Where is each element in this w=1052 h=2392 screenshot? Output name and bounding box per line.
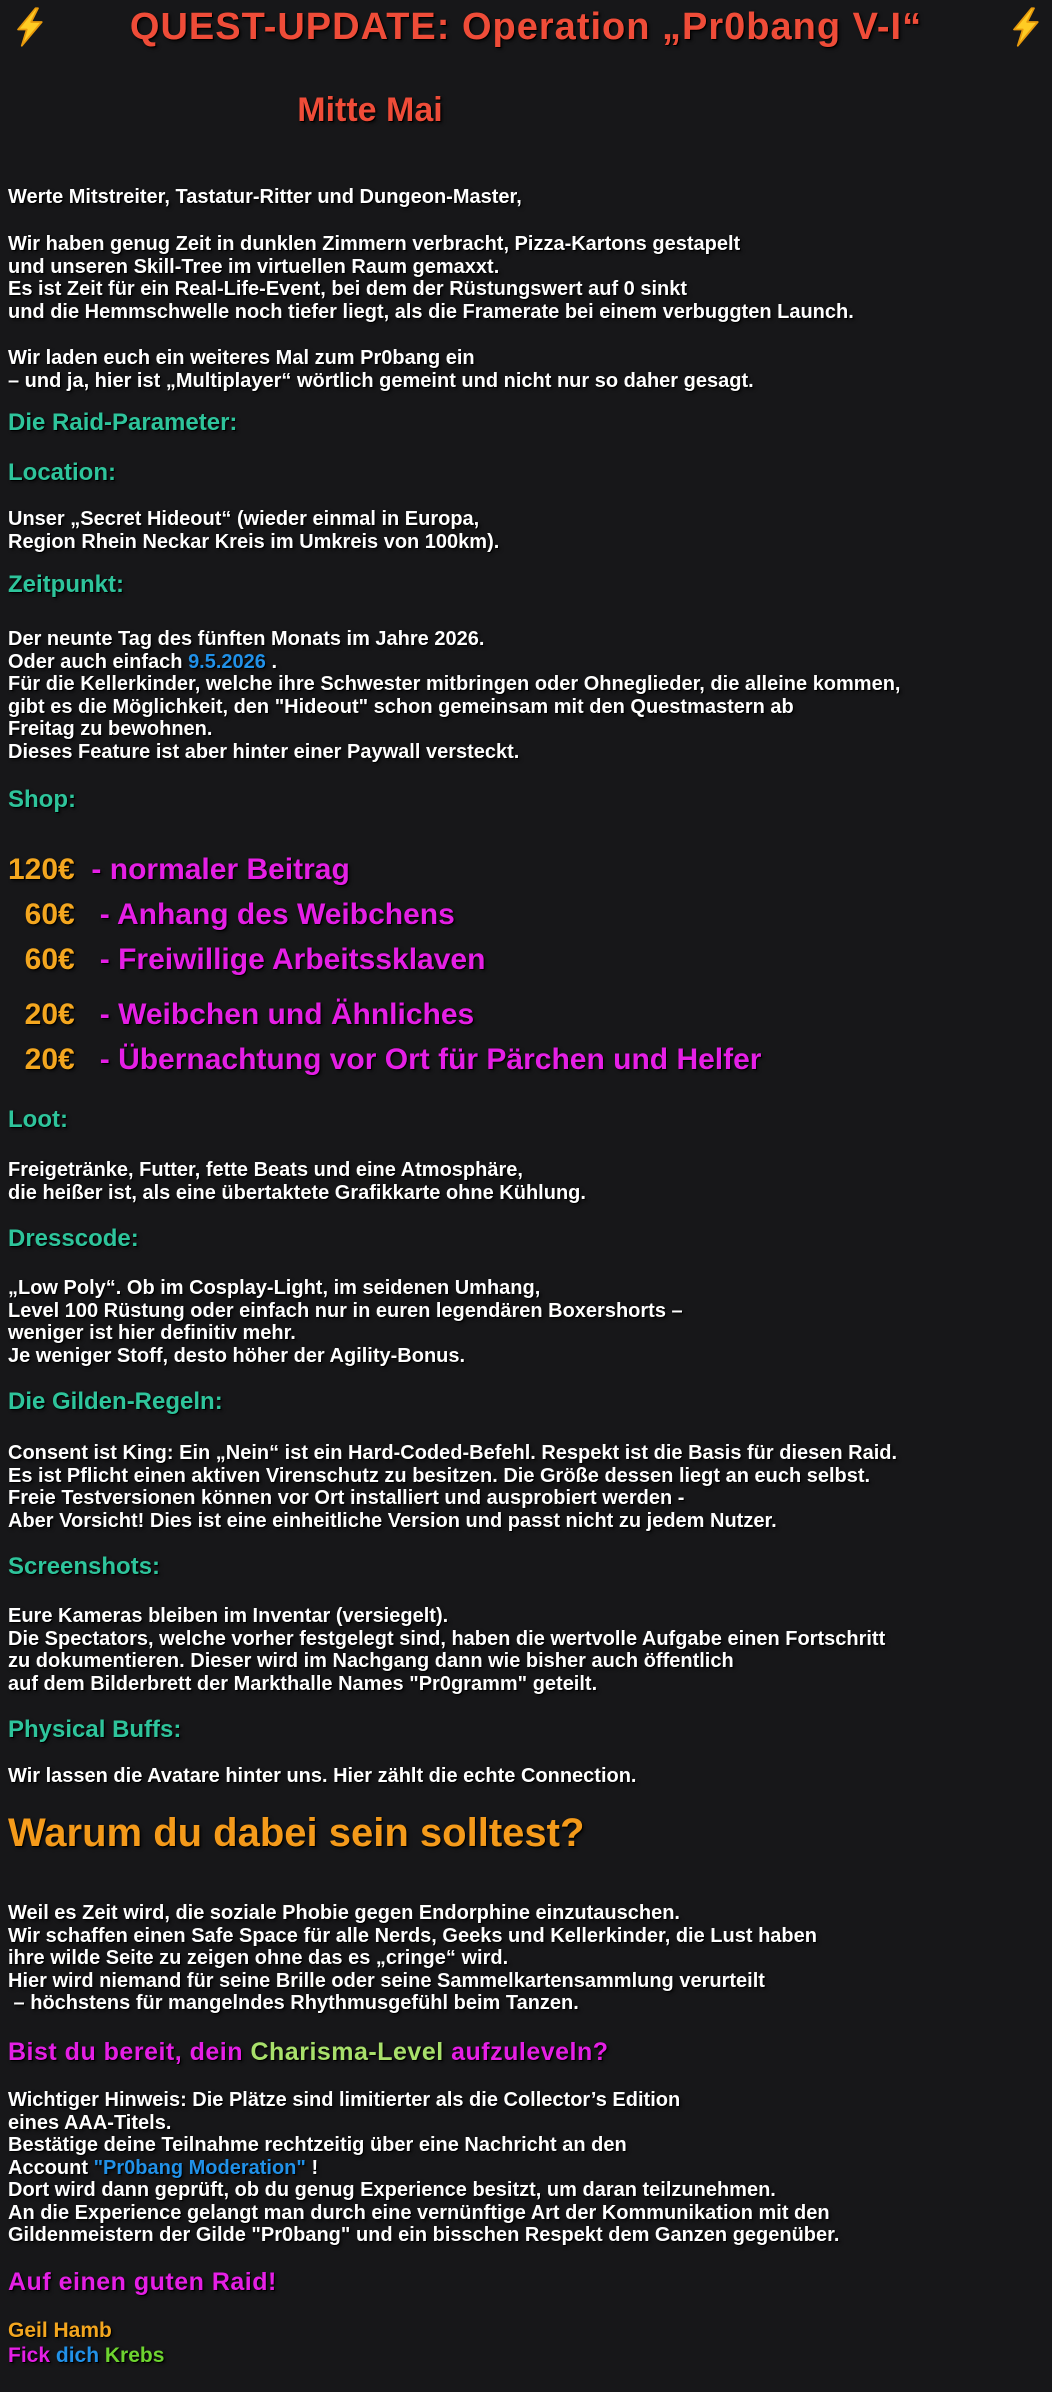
text-segment: Die Gilden-Regeln: — [8, 1388, 223, 1415]
text-line — [8, 1345, 1052, 1368]
charisma-question — [8, 2038, 1052, 2066]
text-line — [8, 1673, 1052, 1696]
text-segment: – und ja, hier ist „Multiplayer“ wörtlich gemeint und nicht nur so daher gesagt. — [8, 369, 754, 392]
section-heading-physical-buffs — [8, 1716, 1052, 1743]
text-segment: Wir schaffen einen Safe Space für alle Nerds, Geeks und Kellerkinder, die Lust haben — [8, 1924, 817, 1947]
text-segment: zu dokumentieren. Dieser wird im Nachgang dann wie bisher auch öffentlich — [8, 1650, 734, 1672]
text-line — [8, 628, 1052, 651]
text-segment: Die Raid-Parameter: — [8, 409, 238, 436]
text-segment: Fick — [8, 2344, 51, 2367]
section-heading-raid-parameter — [8, 409, 1052, 436]
why-join-heading — [8, 1810, 1052, 1856]
shop-item-weibchen — [8, 998, 1052, 1032]
text-segment: Der neunte Tag des fünften Monats im Jahre 2026. — [8, 628, 485, 650]
shop-price: 20€ — [8, 998, 75, 1031]
text-line — [8, 508, 1052, 531]
text-segment: Dort wird dann geprüft, ob du genug Experience besitzt, um daran teilzunehmen. — [8, 2179, 776, 2201]
moderation-account-link[interactable]: "Pr0bang Moderation" — [93, 2156, 306, 2179]
text-line — [8, 301, 1052, 324]
location-paragraph — [8, 508, 1052, 553]
text-line — [8, 786, 1052, 813]
text-segment: Auf einen guten Raid! — [8, 2268, 277, 2296]
text-segment: Account — [8, 2156, 94, 2179]
greeting-line — [8, 186, 1052, 209]
text-segment: Location: — [8, 459, 116, 486]
text-line — [8, 2202, 1052, 2225]
text-segment: Loot: — [8, 1106, 68, 1133]
text-line — [8, 278, 1052, 301]
text-line — [8, 409, 1052, 436]
text-segment: Werte Mitstreiter, Tastatur-Ritter und Dungeon-Master, — [8, 186, 522, 208]
text-segment: und die Hemmschwelle noch tiefer liegt, als die Framerate bei einem verbuggten Launch. — [8, 300, 854, 323]
text-segment: gibt es die Möglichkeit, den "Hideout" schon gemeinsam mit den Questmastern ab — [8, 695, 794, 718]
signature — [8, 2318, 1052, 2368]
text-line — [8, 1716, 1052, 1743]
text-line — [8, 1970, 1052, 1993]
text-segment: Bist du bereit, dein — [8, 2038, 251, 2066]
text-line — [8, 1765, 1052, 1788]
loot-paragraph — [8, 1159, 1052, 1204]
text-segment: ! — [305, 2156, 319, 2179]
text-segment: Je weniger Stoff, desto höher der Agility-Bonus. — [8, 1344, 466, 1367]
text-segment: „Low Poly“. Ob im Cosplay-Light, im seidenen Umhang, — [8, 1277, 541, 1299]
text-line — [8, 1277, 1052, 1300]
signature-name: Geil Hamb — [8, 2319, 112, 2342]
charisma-level-highlight: Charisma-Level — [250, 2038, 444, 2066]
text-line — [8, 741, 1052, 764]
invite-paragraph — [8, 347, 1052, 392]
text-line — [8, 1225, 1052, 1252]
text-segment: und unseren Skill-Tree im virtuellen Raum gemaxxt. — [8, 255, 500, 278]
shop-item-anhang-weibchen — [8, 898, 1052, 932]
text-line — [8, 2179, 1052, 2202]
section-heading-screenshots — [8, 1553, 1052, 1580]
text-line — [8, 1388, 1052, 1415]
section-heading-zeitpunkt — [8, 571, 1052, 598]
text-segment: Level 100 Rüstung oder einfach nur in euren legendären Boxershorts – — [8, 1299, 683, 1322]
text-line — [8, 1106, 1052, 1133]
text-segment: Freitag zu bewohnen. — [8, 718, 213, 740]
text-segment: Bestätige deine Teilnahme rechtzeitig über eine Nachricht an den — [8, 2134, 627, 2156]
gilden-regeln-paragraph — [8, 1442, 1052, 1532]
text-line — [8, 898, 1052, 932]
text-line — [8, 853, 1052, 887]
shop-price: 60€ — [8, 898, 75, 931]
text-segment: An die Experience gelangt man durch eine vernünftige Art der Kommunikation mit den — [8, 2201, 830, 2224]
text-line — [8, 673, 1052, 696]
event-date-link[interactable]: 9.5.2026 — [188, 650, 266, 673]
shop-label: - Weibchen und Ähnliches — [74, 998, 475, 1031]
text-segment: Krebs — [99, 2344, 165, 2367]
text-line — [8, 531, 1052, 554]
text-line — [8, 1925, 1052, 1948]
text-line — [8, 1650, 1052, 1673]
text-line — [8, 943, 1052, 977]
text-segment: Eure Kameras bleiben im Inventar (versiegelt). — [8, 1605, 449, 1627]
text-line — [8, 370, 1052, 393]
text-segment: Screenshots: — [8, 1553, 161, 1580]
intro-paragraph — [8, 233, 1052, 323]
text-line — [8, 1947, 1052, 1970]
text-segment: Warum du dabei sein solltest? — [8, 1811, 585, 1855]
shop-price: 20€ — [8, 1043, 75, 1076]
post-title: QUEST-UPDATE: Operation „Pr0bang V-I“ — [129, 6, 923, 48]
post-subtitle-wrap — [0, 90, 740, 130]
text-segment: Weil es Zeit wird, die soziale Phobie gegen Endorphine einzutauschen. — [8, 1902, 680, 1924]
text-segment: eines AAA-Titels. — [8, 2111, 172, 2134]
text-segment: Freigetränke, Futter, fette Beats und eine Atmosphäre, — [8, 1159, 523, 1181]
shop-price: 60€ — [8, 943, 75, 976]
text-segment: Die Spectators, welche vorher festgelegt sind, haben die wertvolle Aufgabe einen Fortschritt — [8, 1627, 886, 1650]
shop-label: - Übernachtung vor Ort für Pärchen und Helfer — [74, 1043, 762, 1076]
text-segment: Es ist Pflicht einen aktiven Virenschutz zu besitzen. Die Größe dessen liegt an euch selbst. — [8, 1464, 871, 1487]
text-line — [8, 459, 1052, 486]
text-segment: Für die Kellerkinder, welche ihre Schwester mitbringen oder Ohneglieder, die alleine kommen, — [8, 673, 901, 695]
shop-item-uebernachtung — [8, 1043, 1052, 1077]
text-line — [8, 2112, 1052, 2135]
physical-buffs-paragraph — [8, 1765, 1052, 1788]
text-line — [8, 651, 1052, 674]
shop-label: - normaler Beitrag — [74, 853, 350, 886]
text-line — [8, 2343, 1052, 2368]
text-line — [8, 347, 1052, 370]
text-line — [8, 1605, 1052, 1628]
section-heading-gilden-regeln — [8, 1388, 1052, 1415]
section-heading-shop — [8, 786, 1052, 813]
text-line — [8, 1553, 1052, 1580]
text-line — [8, 571, 1052, 598]
section-heading-loot — [8, 1106, 1052, 1133]
text-line — [8, 1442, 1052, 1465]
text-line — [8, 2134, 1052, 2157]
text-segment: Dieses Feature ist aber hinter einer Paywall versteckt. — [8, 740, 520, 763]
post-subtitle: Mitte Mai — [297, 91, 443, 129]
text-segment: Region Rhein Neckar Kreis im Umkreis von 100km). — [8, 530, 500, 553]
post-title-row — [0, 4, 1052, 50]
screenshots-paragraph — [8, 1605, 1052, 1695]
text-line — [8, 186, 1052, 209]
shop-label: - Freiwillige Arbeitssklaven — [74, 943, 486, 976]
text-segment: Wir lassen die Avatare hinter uns. Hier zählt die echte Connection. — [8, 1765, 637, 1787]
text-segment: Oder auch einfach — [8, 650, 189, 673]
text-line — [8, 256, 1052, 279]
text-line — [8, 1992, 1052, 2015]
section-heading-location — [8, 459, 1052, 486]
raid-farewell — [8, 2268, 1052, 2296]
section-heading-dresscode — [8, 1225, 1052, 1252]
text-segment: Wir laden euch ein weiteres Mal zum Pr0bang ein — [8, 347, 475, 369]
text-segment: Freie Testversionen können vor Ort installiert und ausprobiert werden - — [8, 1487, 685, 1509]
lightning-bolt-icon — [1006, 7, 1042, 47]
text-line — [8, 998, 1052, 1032]
text-line — [8, 1300, 1052, 1323]
text-line — [8, 2268, 1052, 2296]
text-line — [8, 2224, 1052, 2247]
text-line — [8, 1465, 1052, 1488]
text-segment: aufzuleveln? — [443, 2038, 609, 2066]
text-segment: weniger ist hier definitiv mehr. — [8, 1322, 296, 1344]
text-line — [8, 2089, 1052, 2112]
text-line — [8, 1628, 1052, 1651]
lightning-bolt-icon — [10, 7, 46, 47]
hinweis-paragraph — [8, 2089, 1052, 2247]
text-line — [8, 2038, 1052, 2066]
shop-item-arbeitssklaven — [8, 943, 1052, 977]
text-line — [8, 1043, 1052, 1077]
text-segment: Unser „Secret Hideout“ (wieder einmal in Europa, — [8, 508, 480, 530]
text-segment: Zeitpunkt: — [8, 571, 124, 598]
text-line — [8, 2318, 1052, 2343]
text-line — [8, 1159, 1052, 1182]
text-line — [8, 1322, 1052, 1345]
text-segment: – höchstens für mangelndes Rhythmusgefühl beim Tanzen. — [8, 1992, 579, 2014]
text-segment: ihre wilde Seite zu zeigen ohne das es „cringe“ wird. — [8, 1947, 509, 1969]
text-segment: . — [265, 650, 278, 673]
shop-price: 120€ — [8, 853, 75, 886]
text-line — [8, 1902, 1052, 1925]
text-line — [8, 1182, 1052, 1205]
why-join-paragraph — [8, 1902, 1052, 2015]
text-line — [8, 1487, 1052, 1510]
text-line — [8, 2157, 1052, 2180]
text-line — [8, 718, 1052, 741]
text-segment: Consent ist King: Ein „Nein“ ist ein Hard-Coded-Befehl. Respekt ist die Basis für diesen Raid. — [8, 1442, 898, 1464]
zeitpunkt-paragraph — [8, 628, 1052, 763]
text-segment: auf dem Bilderbrett der Markthalle Names "Pr0gramm" geteilt. — [8, 1672, 598, 1695]
text-segment: die heißer ist, als eine übertaktete Grafikkarte ohne Kühlung. — [8, 1181, 586, 1204]
text-segment: Dresscode: — [8, 1225, 139, 1252]
text-segment: Gildenmeistern der Gilde "Pr0bang" und ein bisschen Respekt dem Ganzen gegenüber. — [8, 2224, 840, 2246]
shop-item-normaler-beitrag — [8, 853, 1052, 887]
text-segment: Physical Buffs: — [8, 1716, 182, 1743]
text-segment: Es ist Zeit für ein Real-Life-Event, bei dem der Rüstungswert auf 0 sinkt — [8, 278, 688, 300]
text-segment: Hier wird niemand für seine Brille oder seine Sammelkartensammlung verurteilt — [8, 1969, 765, 1992]
text-segment: Wir haben genug Zeit in dunklen Zimmern verbracht, Pizza-Kartons gestapelt — [8, 233, 741, 255]
text-line — [8, 1810, 1052, 1856]
shop-label: - Anhang des Weibchens — [74, 898, 455, 931]
text-line — [8, 1510, 1052, 1533]
text-segment: Wichtiger Hinweis: Die Plätze sind limitierter als die Collector’s Edition — [8, 2089, 681, 2111]
text-segment: dich — [50, 2344, 100, 2367]
text-segment: Aber Vorsicht! Dies ist eine einheitliche Version und passt nicht zu jedem Nutzer. — [8, 1509, 777, 1532]
dresscode-paragraph — [8, 1277, 1052, 1367]
text-line — [8, 696, 1052, 719]
text-line — [8, 233, 1052, 256]
text-segment: Shop: — [8, 786, 76, 813]
